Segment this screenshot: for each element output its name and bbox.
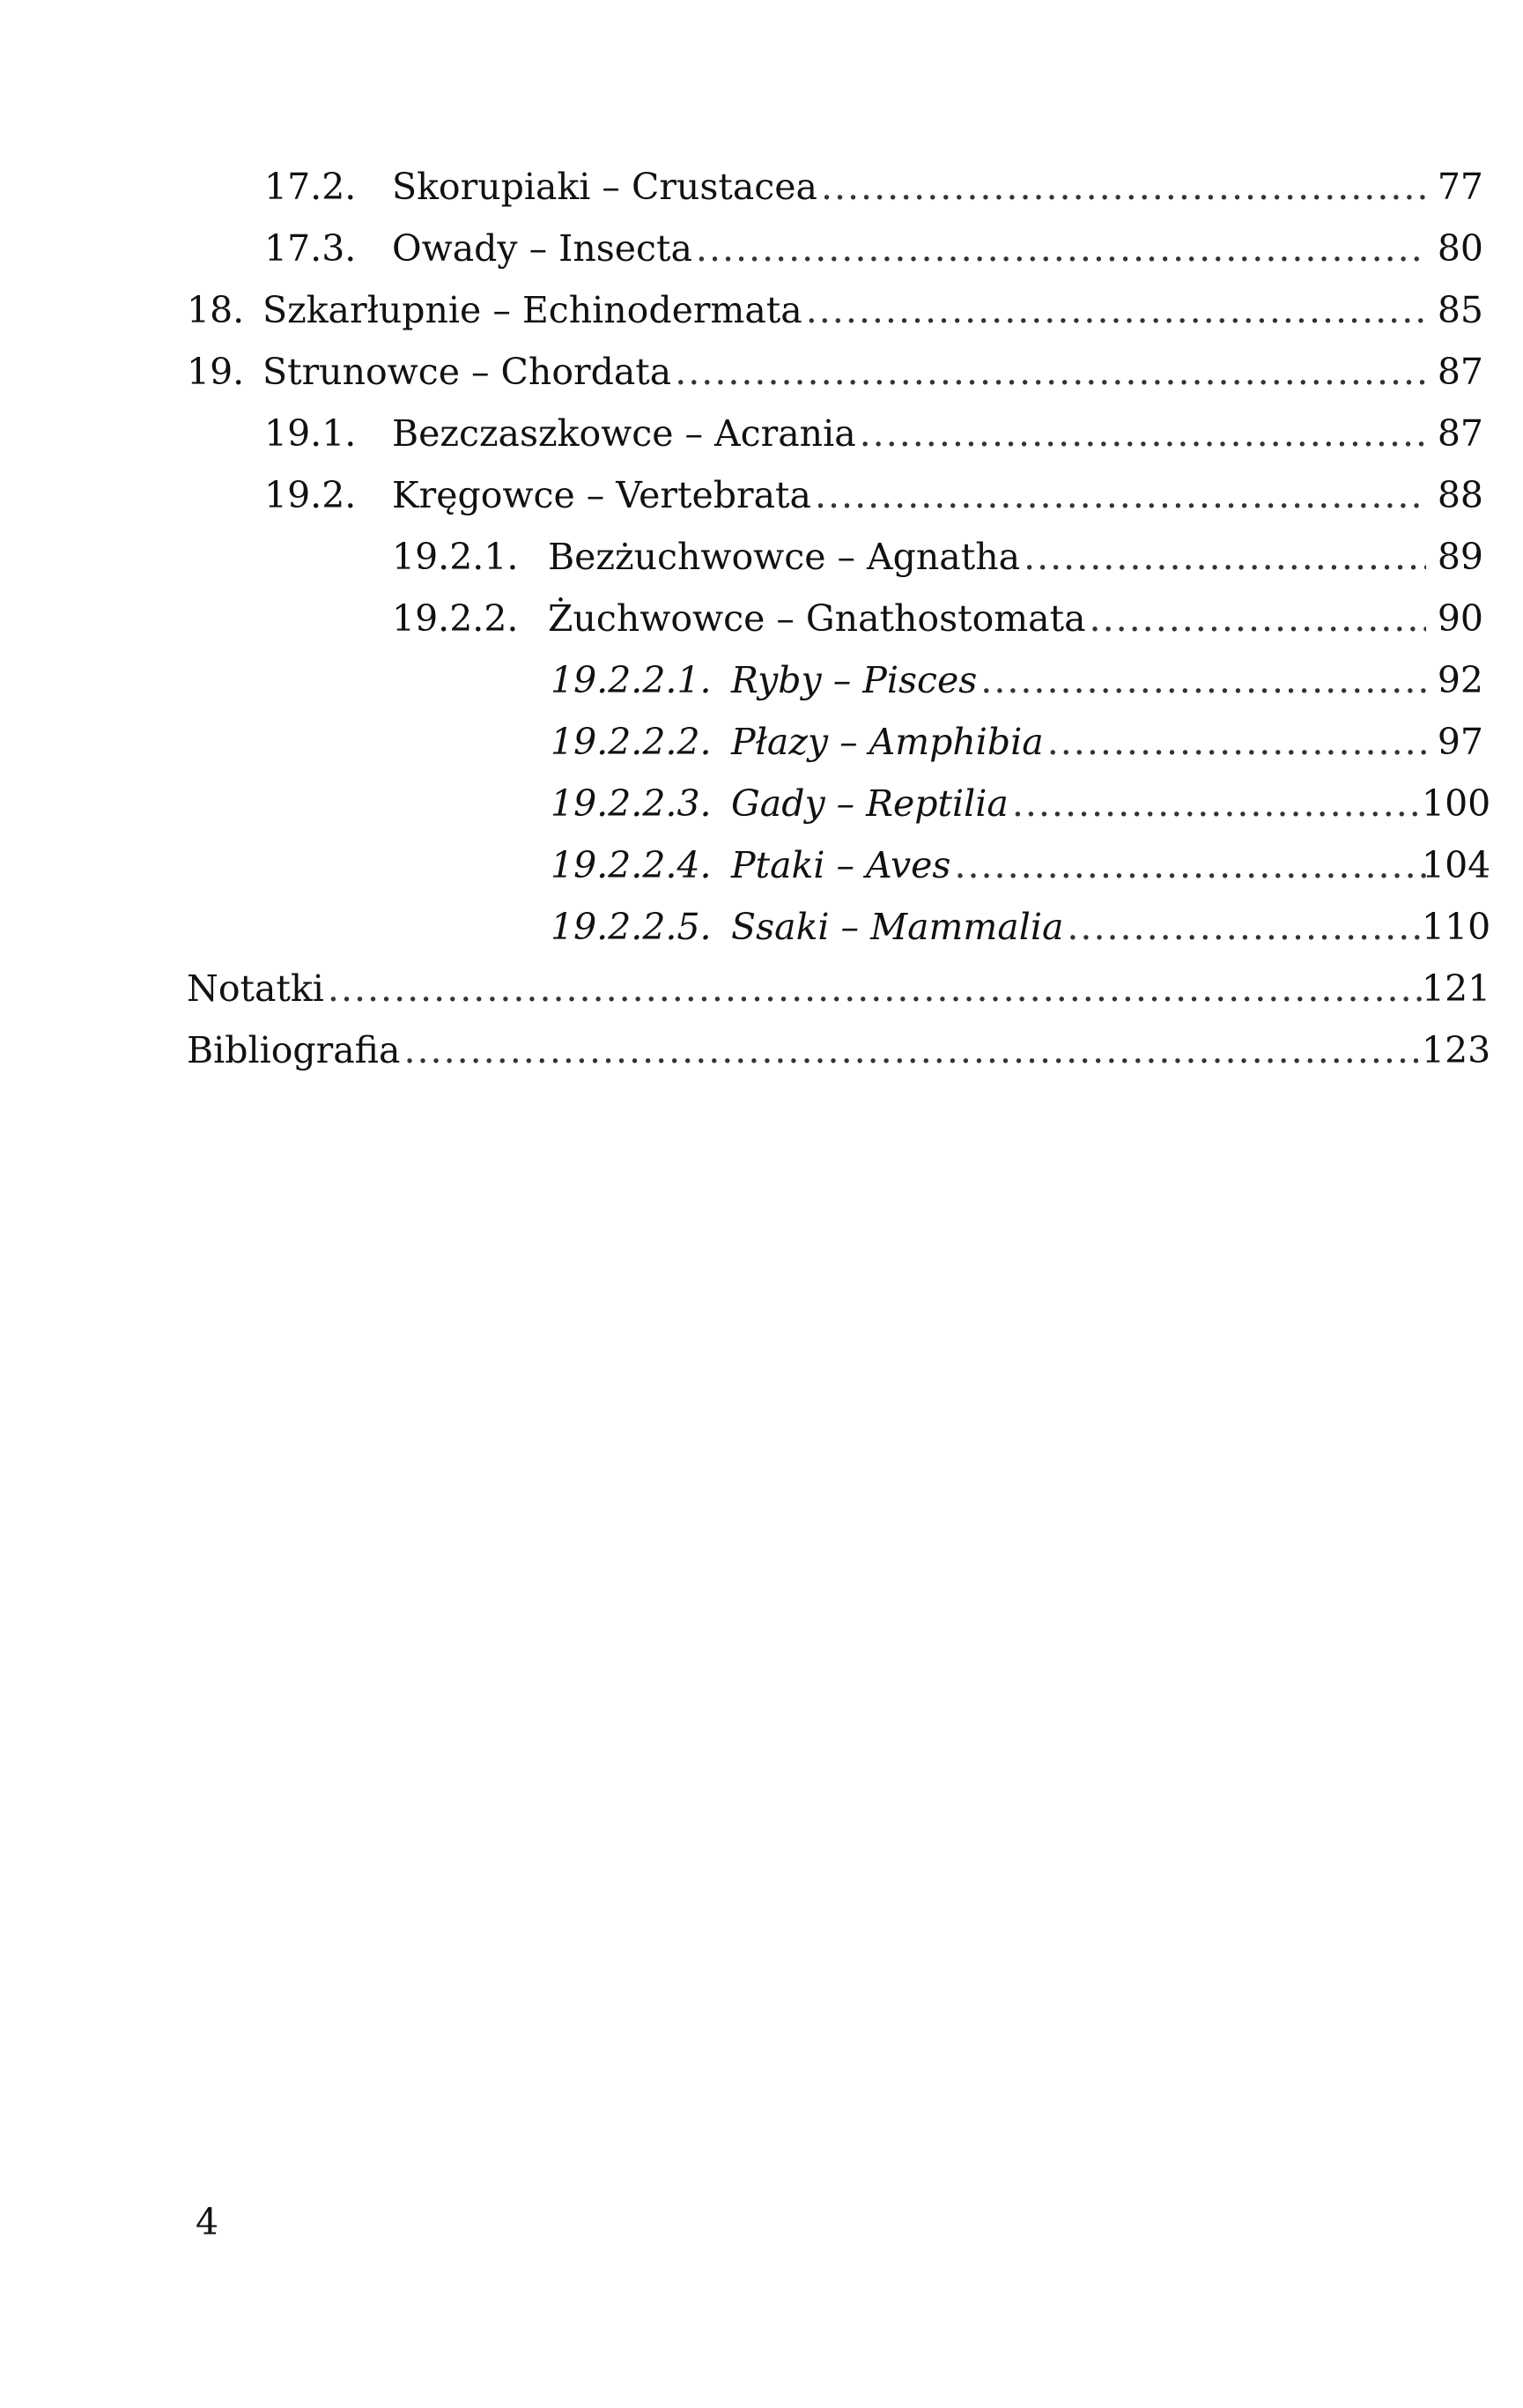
toc-entry-19-1 (0, 403, 1523, 464)
toc-entry-title: Owady – Insecta (392, 227, 692, 270)
toc-entry-page: 77 (1437, 166, 1483, 208)
dot-leader (1024, 526, 1426, 588)
toc-entry-19-2-1 (0, 526, 1523, 588)
toc-entry-page: 100 (1422, 782, 1491, 825)
toc-entry-page: 80 (1437, 227, 1483, 270)
toc-entry-page: 90 (1437, 597, 1483, 640)
toc-entry-title: Żuchwowce – Gnathostomata (548, 597, 1086, 640)
toc-entry-number: 19.2.1. (392, 536, 519, 578)
toc-entry-title: Bezczaszkowce – Acrania (392, 412, 856, 455)
dot-leader (1012, 773, 1426, 834)
toc-entry-title: Skorupiaki – Crustacea (392, 166, 817, 208)
dot-leader (1090, 588, 1426, 649)
toc-entry-page: 92 (1437, 659, 1483, 701)
toc-entry-page: 87 (1437, 412, 1483, 455)
toc-entry-title: Strunowce – Chordata (262, 351, 672, 393)
toc-entry-notatki (0, 958, 1523, 1019)
dot-leader (806, 279, 1426, 341)
dot-leader (815, 464, 1426, 526)
dot-leader (954, 834, 1426, 896)
dot-leader (1047, 711, 1426, 773)
toc-entry-title: Gady – Reptilia (731, 782, 1009, 825)
dot-leader (821, 156, 1426, 218)
toc-entry-19 (0, 341, 1523, 403)
toc-entry-19-2 (0, 464, 1523, 526)
toc-entry-bibliografia (0, 1019, 1523, 1081)
toc-entry-title: Płazy – Amphibia (731, 721, 1044, 763)
dot-leader (696, 218, 1426, 279)
toc-entry-title: Ssaki – Mammalia (731, 906, 1064, 948)
toc-entry-number: 19.2.2.4. (551, 844, 712, 886)
toc-entry-19-2-2-4 (0, 834, 1523, 896)
toc-entry-page: 121 (1422, 967, 1491, 1010)
toc-entry-page: 104 (1422, 844, 1491, 886)
toc-entry-number: 18. (187, 289, 245, 331)
toc-entry-page: 85 (1437, 289, 1483, 331)
toc-entry-19-2-2-5 (0, 896, 1523, 958)
toc-entry-title: Bibliografia (187, 1029, 401, 1071)
dot-leader (675, 341, 1426, 403)
toc-entry-title: Ptaki – Aves (731, 844, 951, 886)
toc-entry-page: 88 (1437, 474, 1483, 516)
toc-entry-title: Ryby – Pisces (731, 659, 978, 701)
toc-entry-19-2-2-1 (0, 649, 1523, 711)
toc-entry-number: 17.3. (264, 227, 357, 270)
toc-entry-number: 19.2.2. (392, 597, 519, 640)
toc-entry-number: 19.2.2.2. (551, 721, 712, 763)
toc-entry-title: Kręgowce – Vertebrata (392, 474, 811, 516)
toc-entry-17-3 (0, 218, 1523, 279)
toc-entry-title: Szkarłupnie – Echinodermata (262, 289, 802, 331)
toc-entry-title: Bezżuchwowce – Agnatha (548, 536, 1021, 578)
dot-leader (328, 958, 1426, 1019)
toc-entry-page: 110 (1422, 906, 1491, 948)
dot-leader (1067, 896, 1426, 958)
toc-entry-18 (0, 279, 1523, 341)
toc-entry-number: 19.2.2.3. (551, 782, 712, 825)
toc-entry-number: 19.2. (264, 474, 357, 516)
toc-entry-17-2 (0, 156, 1523, 218)
dot-leader (980, 649, 1426, 711)
toc-entry-page: 89 (1437, 536, 1483, 578)
toc-entry-page: 97 (1437, 721, 1483, 763)
dot-leader (403, 1019, 1426, 1081)
toc-entry-title: Notatki (187, 967, 324, 1010)
page-number: 4 (196, 2201, 219, 2243)
toc-entry-19-2-2-3 (0, 773, 1523, 834)
table-of-contents (0, 0, 1523, 1128)
toc-entry-number: 19.2.2.1. (551, 659, 712, 701)
toc-entry-number: 17.2. (264, 166, 357, 208)
toc-entry-page: 87 (1437, 351, 1483, 393)
toc-entry-19-2-2-2 (0, 711, 1523, 773)
toc-entry-number: 19.1. (264, 412, 357, 455)
toc-entry-page: 123 (1422, 1029, 1491, 1071)
toc-entry-number: 19. (187, 351, 245, 393)
toc-entry-number: 19.2.2.5. (551, 906, 712, 948)
toc-entry-19-2-2 (0, 588, 1523, 649)
dot-leader (860, 403, 1426, 464)
